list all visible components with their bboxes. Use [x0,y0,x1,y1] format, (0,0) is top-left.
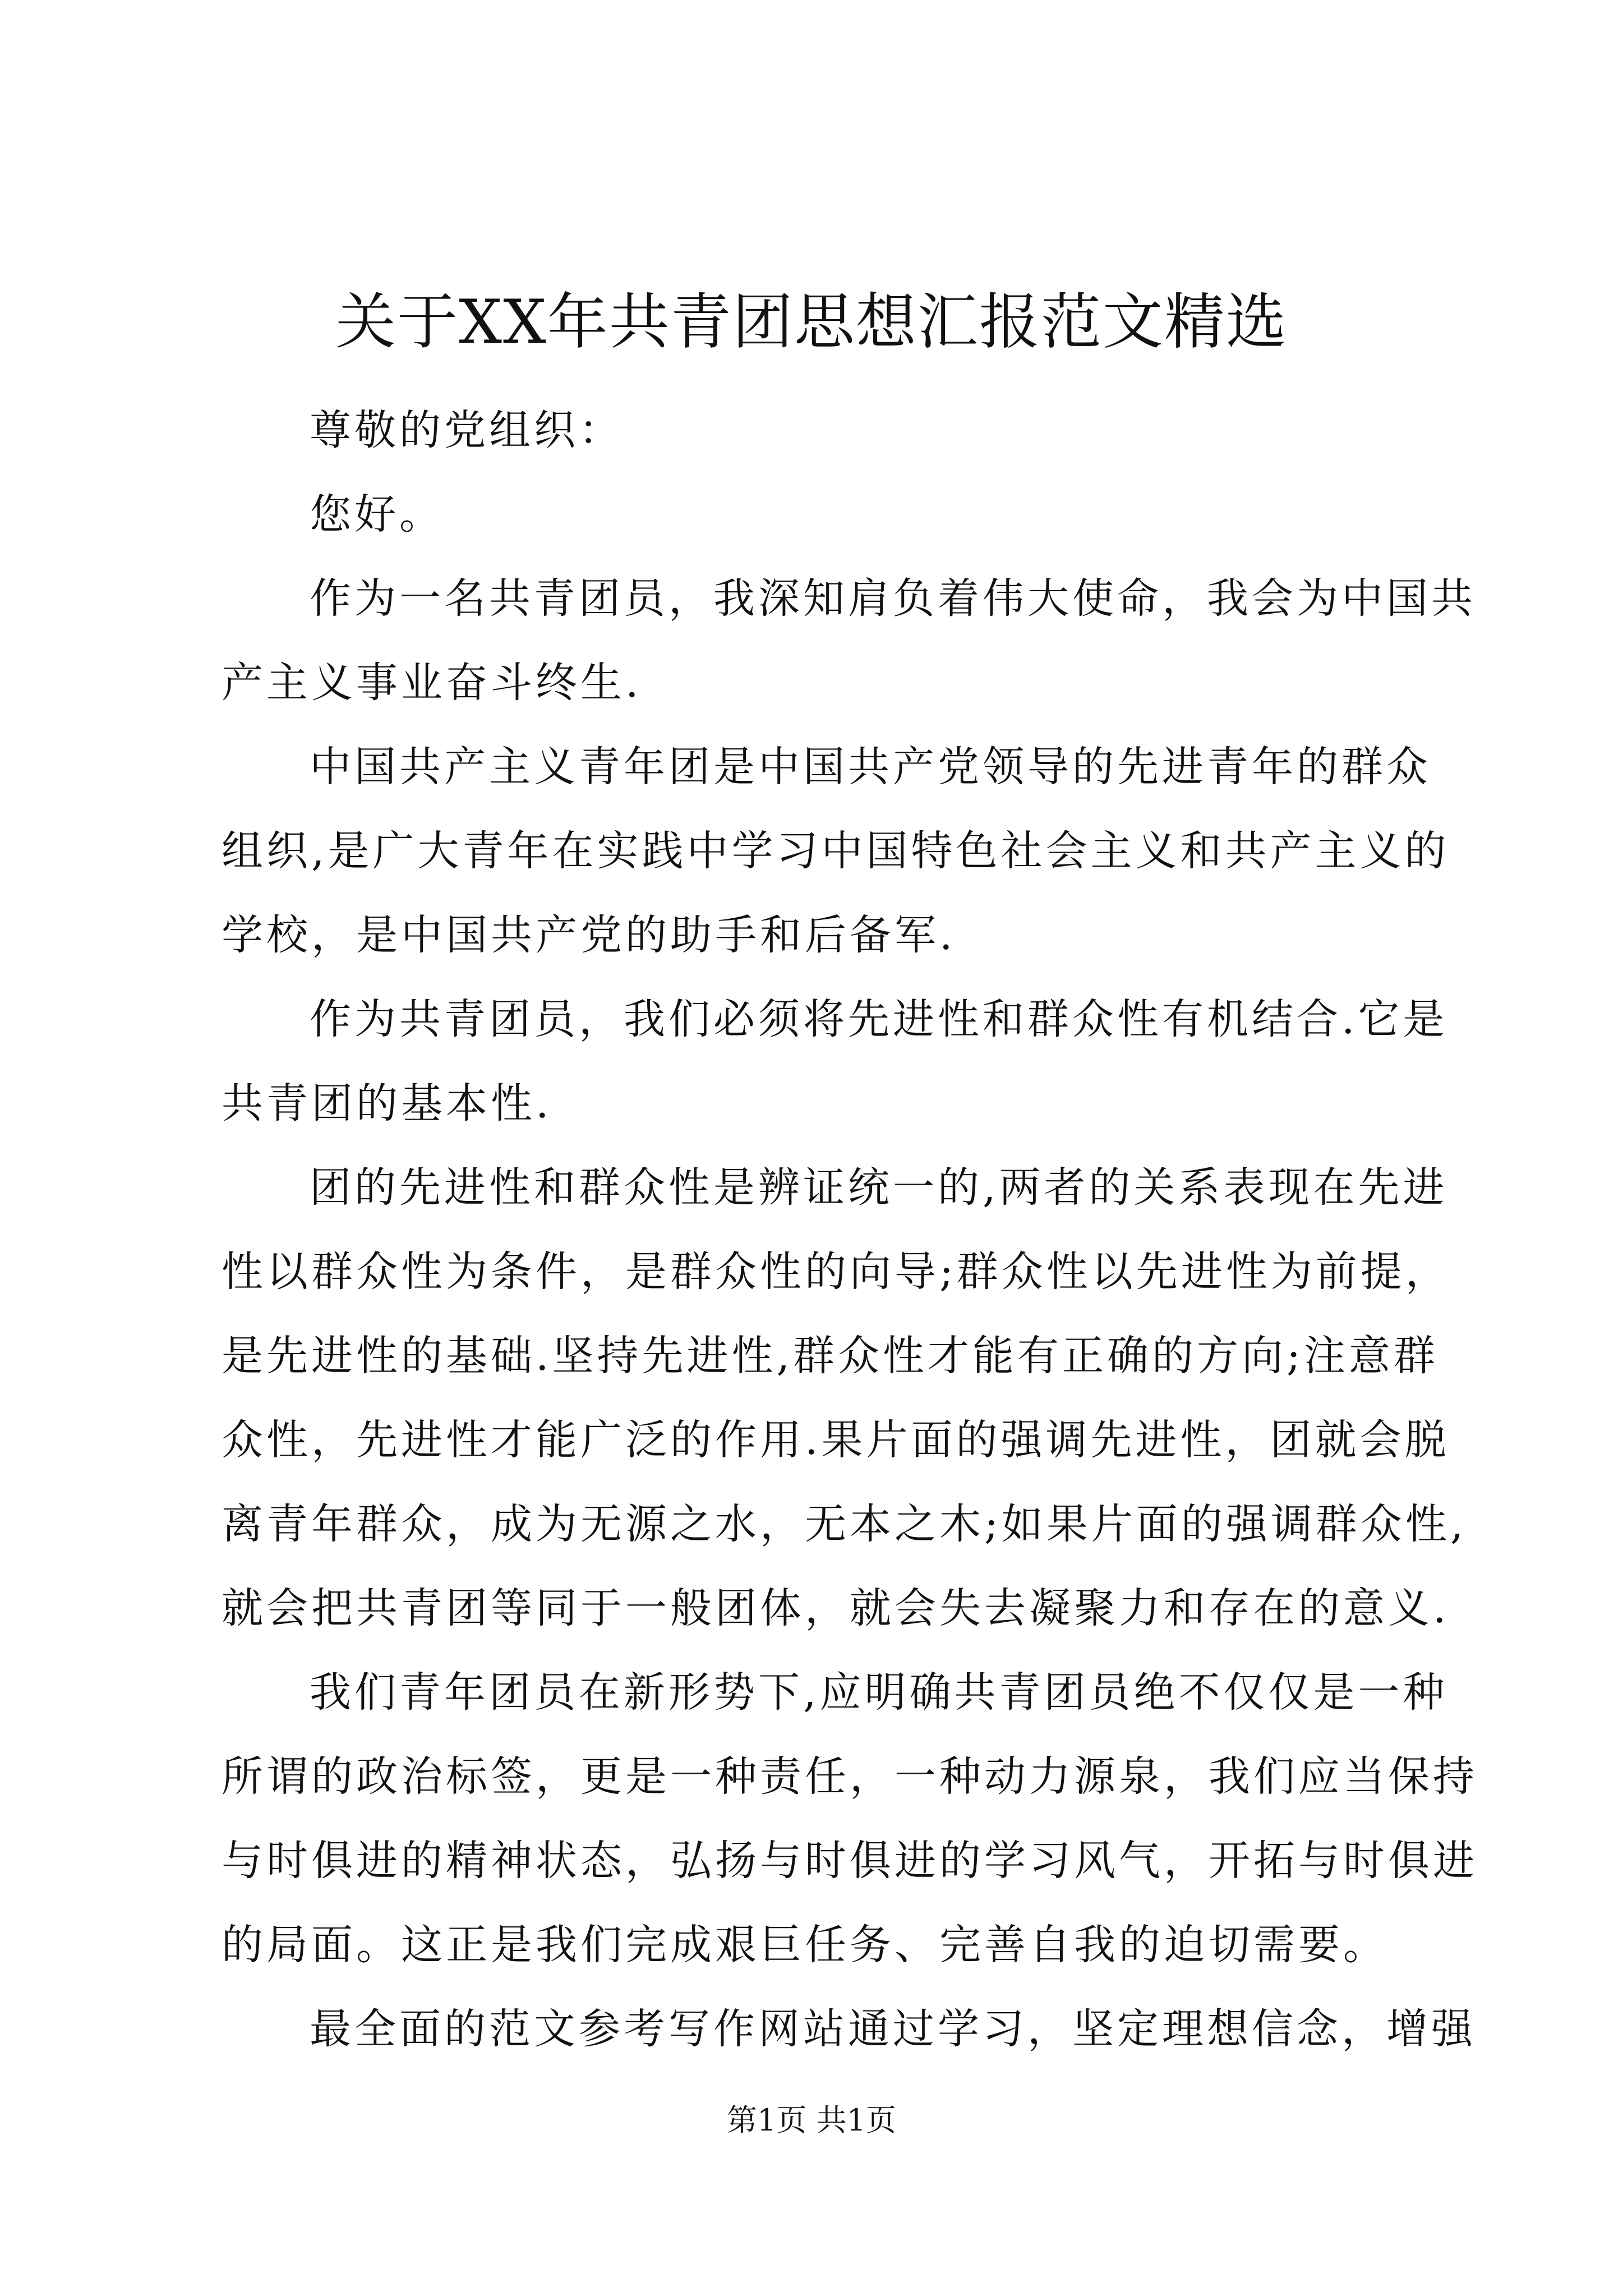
text-line: 产主义事业奋斗终生. [222,659,642,707]
text-line: 共青团的基本性. [222,1079,552,1128]
text-line: 团的先进性和群众性是辨证统一的,两者的关系表现在先进 [310,1163,1448,1212]
text-line: 作为共青团员，我们必须将先进性和群众性有机结合.它是 [310,995,1448,1043]
paragraph [222,725,1450,977]
text-line: 学校，是中国共产党的助手和后备军. [222,911,956,959]
paragraph [222,1987,1476,2071]
document-title: 关于XX年共青团思想汇报范文精选 [335,287,1288,357]
paragraph [222,1145,1467,1650]
text-line: 所谓的政治标签，更是一种责任，一种动力源泉，我们应当保持 [222,1752,1478,1801]
text-line: 组织,是广大青年在实践中学习中国特色社会主义和共产主义的 [222,827,1450,875]
text-line: 作为一名共青团员，我深知肩负着伟大使命，我会为中国共 [310,574,1476,623]
text-line: 的局面。这正是我们完成艰巨任务、完善自我的迫切需要。 [222,1921,1388,1969]
paragraph [222,1650,1478,1987]
text-line: 最全面的范文参考写作网站通过学习，坚定理想信念，增强 [310,2005,1476,2053]
text-line: 性以群众性为条件，是群众性的向导;群众性以先进性为前提， [222,1248,1450,1296]
page-footer: 第1页 共1页 [727,2102,896,2138]
paragraph [222,556,1476,725]
text-line: 尊敬的党组织： [310,406,624,454]
text-line: 众性，先进性才能广泛的作用.果片面的强调先进性，团就会脱 [222,1416,1450,1464]
text-line: 与时俱进的精神状态，弘扬与时俱进的学习风气，开拓与时俱进 [222,1837,1478,1885]
text-line: 是先进性的基础.坚持先进性,群众性才能有正确的方向;注意群 [222,1332,1438,1380]
text-line: 离青年群众，成为无源之水，无本之木;如果片面的强调群众性, [222,1500,1467,1548]
paragraph [222,472,1413,556]
text-line: 中国共产主义青年团是中国共产党领导的先进青年的群众 [310,743,1431,791]
paragraph [222,388,1413,472]
text-line: 我们青年团员在新形势下,应明确共青团员绝不仅仅是一种 [310,1668,1448,1717]
text-line: 就会把共青团等同于一般团体，就会失去凝聚力和存在的意义. [222,1584,1450,1632]
paragraph [222,977,1448,1145]
document-body [222,388,1478,2071]
text-line: 您好。 [310,490,444,539]
